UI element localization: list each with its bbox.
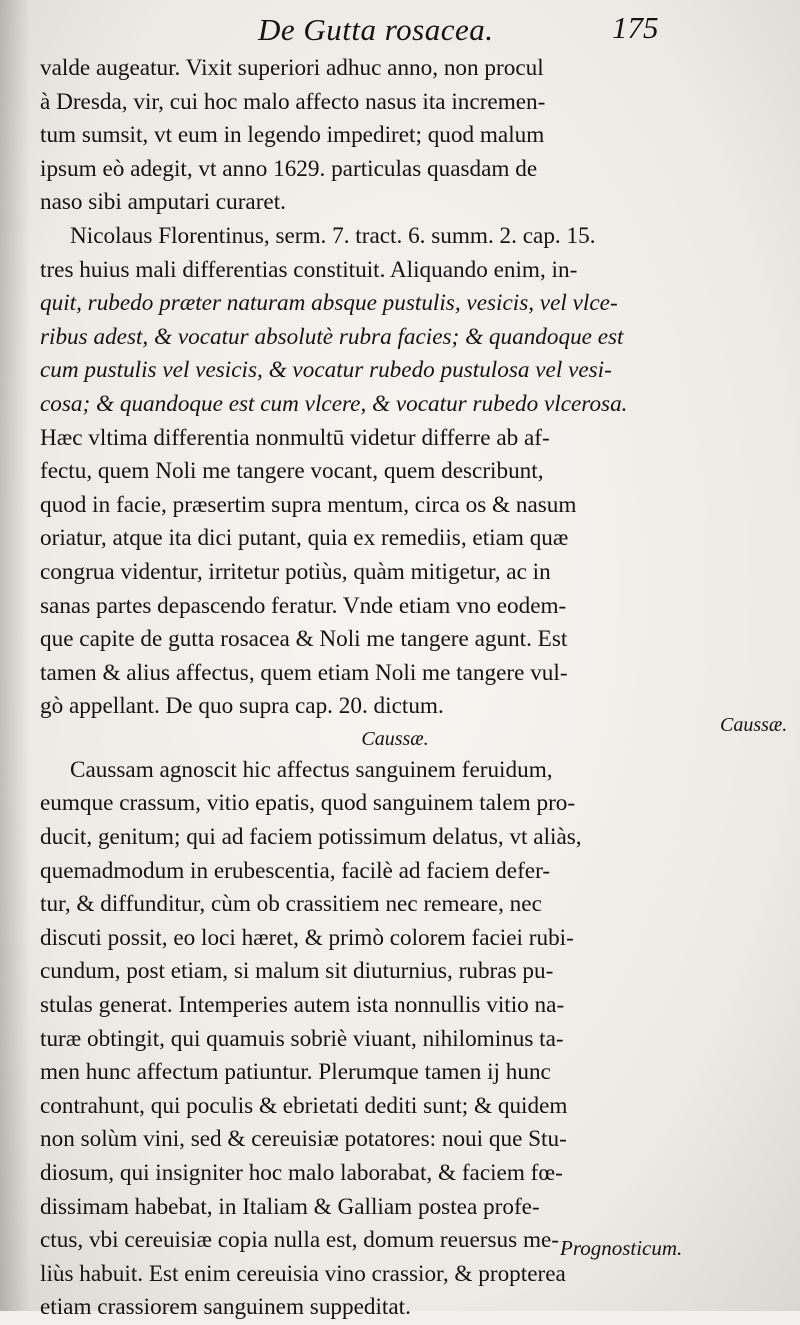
text-line: Caussam agnoscit hic affectus sanguinem feruidum, xyxy=(70,756,553,783)
text-line: oriatur, atque ita dici putant, quia ex remediis, etiam quæ xyxy=(40,525,569,552)
text-line: à Dresda, vir, cui hoc malo affecto nasus ita incremen- xyxy=(40,88,546,115)
text-line: contrahunt, qui poculis & ebrietati dediti sunt; & quidem xyxy=(40,1092,568,1119)
text-line: cosa; & quandoque est cum vlcere, & vocatur rubedo vlcerosa. xyxy=(40,390,628,417)
page-header xyxy=(0,8,800,50)
text-line: dissimam habebat, in Italiam & Galliam postea profe- xyxy=(40,1193,540,1220)
text-line: tres huius mali differentias constituit. Aliquando enim, in- xyxy=(40,256,578,283)
text-line: liùs habuit. Est enim cereuisia vino crassior, & propterea xyxy=(40,1260,566,1287)
running-title: De Gutta rosacea. xyxy=(258,12,494,47)
text-line: que capite de gutta rosacea & Noli me tangere agunt. Est xyxy=(40,626,568,653)
text-line: men hunc affectum patiuntur. Plerumque tamen ij hunc xyxy=(40,1059,551,1086)
text-line: tum sumsit, vt eum in legendo impediret; quod malum xyxy=(40,122,545,149)
text-line: quemadmodum in erubescentia, facilè ad faciem defer- xyxy=(40,857,551,884)
text-line: etiam crassiorem sanguinem suppeditat. xyxy=(40,1294,411,1321)
text-line: eumque crassum, vitio epatis, quod sanguinem talem pro- xyxy=(40,790,576,817)
text-line: turæ obtingit, qui quamuis sobriè viuant, nihilominus ta- xyxy=(40,1025,564,1052)
text-line: naso sibi amputari curaret. xyxy=(40,189,286,216)
text-line: stulas generat. Intemperies autem ista nonnullis vitio na- xyxy=(40,992,565,1019)
text-line: cundum, post etiam, si malum sit diuturnius, rubras pu- xyxy=(40,958,554,985)
text-line: Hæc vltima differentia nonmultū videtur differre ab af- xyxy=(40,424,550,451)
text-line: valde augeatur. Vixit superiori adhuc anno, non procul xyxy=(40,55,544,81)
text-line: Nicolaus Florentinus, serm. 7. tract. 6. summ. 2. cap. 15. xyxy=(70,222,596,249)
text-line: ipsum eò adegit, vt anno 1629. particulas quasdam de xyxy=(40,155,538,182)
margin-note: Caussæ. xyxy=(720,714,788,736)
text-line: cum pustulis vel vesicis, & vocatur rubedo pustulosa vel vesi- xyxy=(40,357,612,384)
text-line: tamen & alius affectus, quem etiam Noli me tangere vul- xyxy=(40,659,568,686)
text-line: tur, & diffunditur, cùm ob crassitiem nec remeare, nec xyxy=(40,891,542,918)
paragraph-2 xyxy=(40,220,710,724)
text-line: sanas partes depascendo feratur. Vnde etiam vno eodem- xyxy=(40,592,567,619)
text-line: non solùm vini, sed & cereuisiæ potatores: noui que Stu- xyxy=(40,1126,567,1153)
text-line: discuti possit, eo loci hæret, & primò colorem faciei rubi- xyxy=(40,924,574,951)
text-line: gò appellant. De quo supra cap. 20. dictum. xyxy=(40,693,444,720)
text-line: ctus, vbi cereuisiæ copia nulla est, domum reuersus me- xyxy=(40,1227,560,1254)
text-line: diosum, qui insigniter hoc malo laborabat, & faciem fœ- xyxy=(40,1160,563,1186)
paragraph-1 xyxy=(40,52,710,220)
text-line: ribus adest, & vocatur absolutè rubra facies; & quandoque est xyxy=(40,323,624,350)
page-number: 175 xyxy=(612,10,659,45)
catchword: Prognosticum. xyxy=(560,1236,683,1260)
page-gutter-shadow xyxy=(0,0,30,1311)
text-line: ducit, genitum; qui ad faciem potissimum delatus, vt aliàs, xyxy=(40,824,582,851)
text-line: quit, rubedo præter naturam absque pustulis, vesicis, vel vlce- xyxy=(40,290,618,317)
section-heading: Caussæ. xyxy=(361,727,429,750)
body-text xyxy=(40,52,710,1325)
text-line: quod in facie, præsertim supra mentum, circa os & nasum xyxy=(40,491,577,518)
text-line: congrua videntur, irritetur potiùs, quàm mitigetur, ac in xyxy=(40,558,551,585)
text-line: fectu, quem Noli me tangere vocant, quem describunt, xyxy=(40,458,544,485)
